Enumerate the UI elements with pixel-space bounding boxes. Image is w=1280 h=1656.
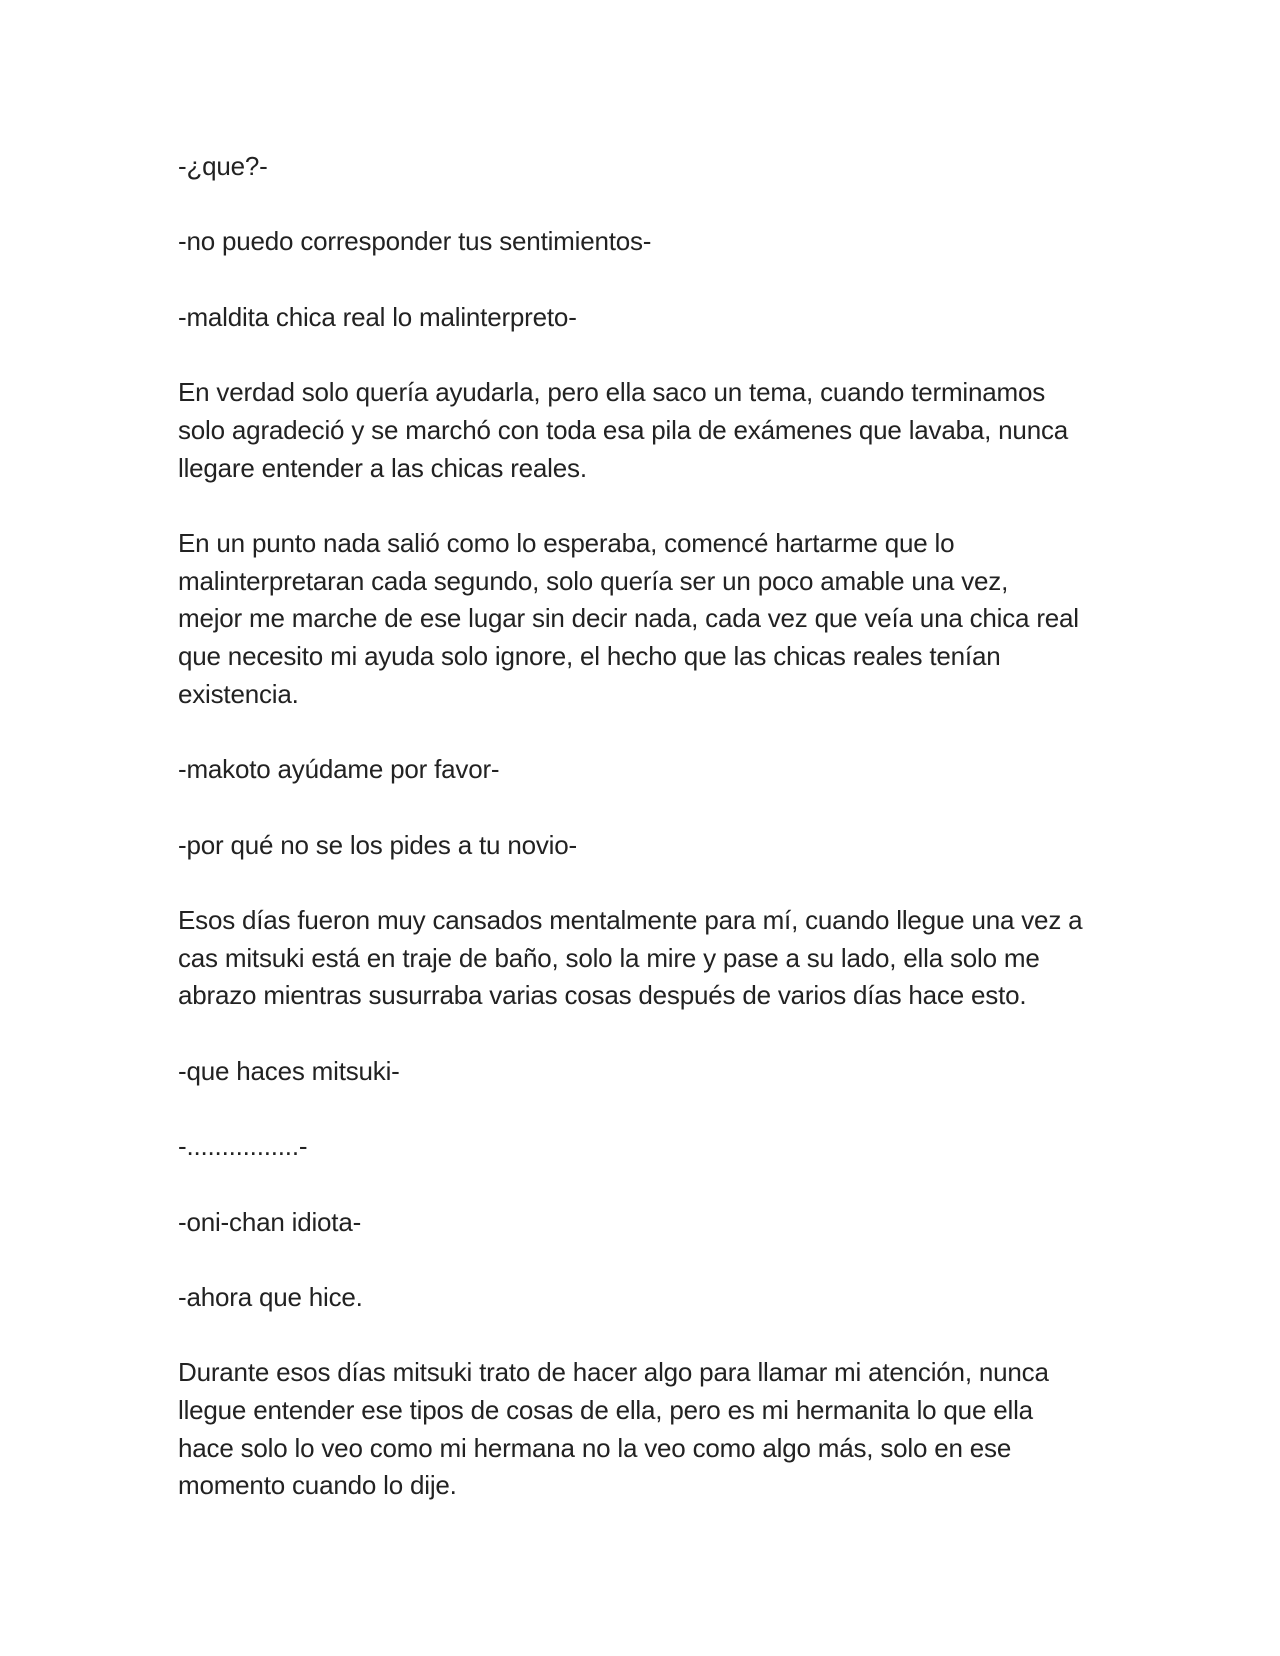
dialogue-line: -makoto ayúdame por favor- [178, 754, 500, 785]
dialogue-line: -maldita chica real lo malinterpreto- [178, 301, 577, 332]
dialogue-line: -¿que?- [178, 151, 268, 181]
dialogue-line: -oni-chan idiota- [178, 1206, 362, 1237]
narrative-paragraph: Esos días fueron muy cansados mentalmente para mí, cuando llegue una vez a cas mitsuki está en traje de baño, solo la mire y pase a su lado, ella solo me abrazo mientras susurraba varias cosas después de varios días hace esto. [178, 904, 1083, 1011]
narrative-paragraph: En un punto nada salió como lo esperaba, comencé hartarme que lo malinterpretaran cada segundo, solo quería ser un poco amable una vez, mejor me marche de ese lugar sin decir nada, cada vez que veía una chica real que necesito mi ayuda solo ignore, el hecho que las chicas reales tenían existencia. [178, 527, 1079, 709]
dialogue-line: -ahora que hice. [178, 1281, 363, 1312]
dialogue-line: -no puedo corresponder tus sentimientos- [178, 226, 652, 257]
narrative-paragraph: Durante esos días mitsuki trato de hacer algo para llamar mi atención, nunca llegue entender ese tipos de cosas de ella, pero es mi hermanita lo que ella hace solo lo veo como mi hermana no la veo como algo más, solo en ese momento cuando lo dije. [178, 1357, 1049, 1501]
dialogue-line: -por qué no se los pides a tu novio- [178, 829, 577, 860]
dialogue-line: -que haces mitsuki- [178, 1055, 400, 1086]
narrative-paragraph: En verdad solo quería ayudarla, pero ella saco un tema, cuando terminamos solo agradeció y se marchó con toda esa pila de exámenes que lavaba, nunca llegare entender a las chicas reales. [178, 377, 1069, 483]
document-page [178, 148, 1118, 1543]
dialogue-line: -................- [178, 1131, 308, 1162]
